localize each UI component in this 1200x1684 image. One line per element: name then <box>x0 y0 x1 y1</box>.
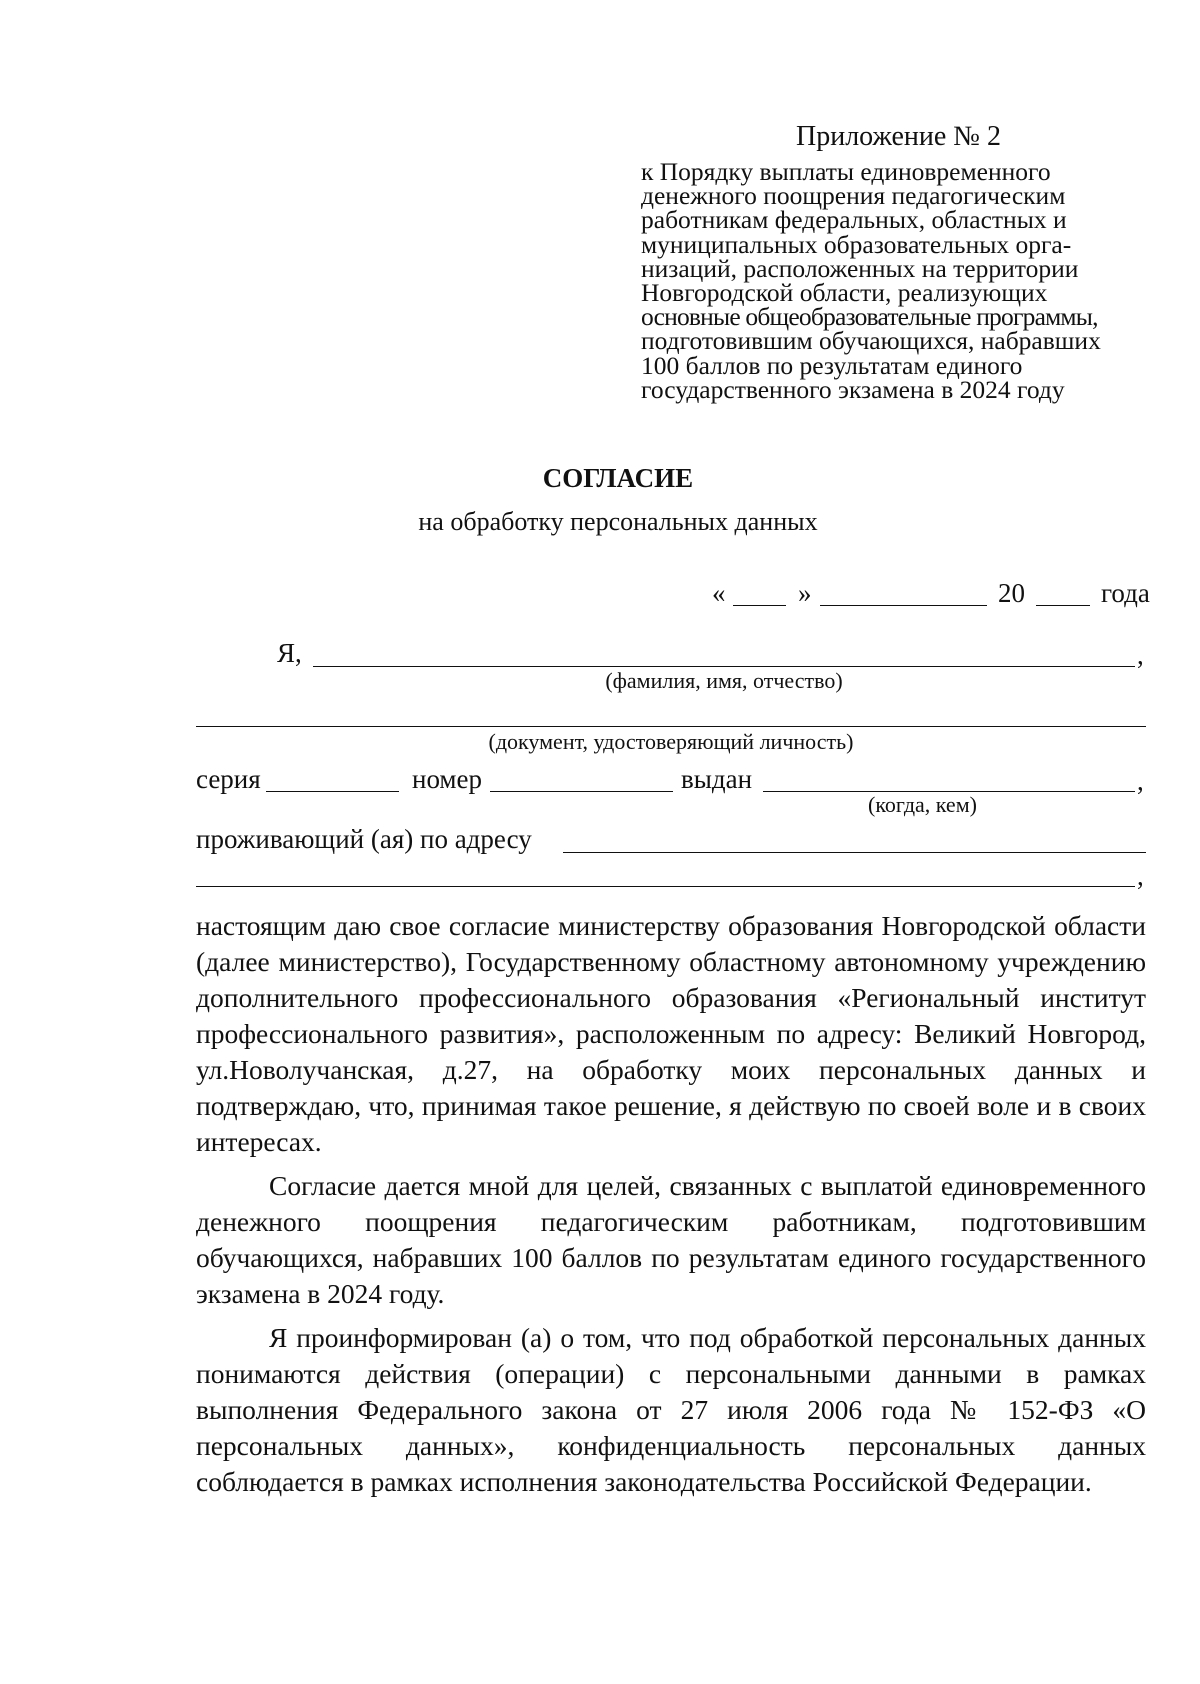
identity-document-caption: (документ, удостоверяющий личность) <box>488 729 854 754</box>
appendix-line: государственного экзамена в 2024 году <box>641 374 1065 404</box>
appendix-line: к Порядку выплаты единовременного <box>641 157 1051 186</box>
issued-caption: (когда, кем) <box>868 792 977 817</box>
appendix-title: Приложение № 2 <box>796 121 1001 152</box>
series-label: серия <box>196 764 261 794</box>
issued-label: выдан <box>681 764 753 794</box>
fio-field[interactable] <box>313 666 1135 667</box>
appendix-line: Новгородской области, реализующих <box>641 278 1048 308</box>
information-paragraph: Я проинформирован (а) о том, что под обработкой персональных данных понимаются действия (операции) с персональными данными в рамках выполнения Федерального закона от 27 июля 2006 года № 152-ФЗ «О персональных данных», конфиденциальность персональных данных соблюдается в рамках исполнения законодательства Российской Федерации. <box>196 1322 1146 1497</box>
address-field-line-2[interactable] <box>196 886 1135 887</box>
consent-paragraph: настоящим даю свое согласие министерству образования Новгородской области (далее министерство), Государственному областному автономному учреждению дополнительного профессионального образования «Региональный институт профессионального развития», расположенным по адресу: Великий Новгород, ул.Новолучанская, д.27, на обработку моих персональных данных и подтверждаю, что, принимая такое решение, я действую по своей воле и в своих интересах. <box>196 910 1146 1157</box>
i-label: Я, <box>277 638 302 668</box>
appendix-line: денежного поощрения педагогическим <box>641 181 1066 211</box>
appendix-line: низаций, расположенных на территории <box>641 253 1079 283</box>
appendix-line: основные общеобразовательные программы, <box>641 302 1098 332</box>
year-field[interactable] <box>1036 605 1090 606</box>
year-prefix: 20 <box>998 578 1025 608</box>
document-subtitle: на обработку персональных данных <box>418 507 818 536</box>
number-field[interactable] <box>490 791 673 792</box>
issued-comma: , <box>1137 766 1144 796</box>
address-comma: , <box>1137 861 1144 891</box>
address-field-line-1[interactable] <box>563 852 1146 853</box>
day-field[interactable] <box>733 605 786 606</box>
document-title: СОГЛАСИЕ <box>542 463 694 493</box>
date-close-quote: » <box>798 578 812 608</box>
appendix-line: работникам федеральных, областных и <box>641 205 1067 235</box>
year-suffix: года <box>1101 578 1150 608</box>
month-field[interactable] <box>820 605 987 606</box>
number-label: номер <box>412 764 483 794</box>
fio-comma: , <box>1137 640 1144 670</box>
consent-body <box>196 908 1146 1508</box>
appendix-reference <box>641 157 1101 404</box>
appendix-line: муниципальных образовательных орга- <box>641 229 1072 259</box>
appendix-line: подготовившим обучающихся, набравших <box>641 326 1101 356</box>
fio-caption: (фамилия, имя, отчество) <box>605 668 843 693</box>
appendix-line: 100 баллов по результатам единого <box>641 350 1023 380</box>
address-label: проживающий (ая) по адресу <box>196 824 532 854</box>
series-field[interactable] <box>266 791 399 792</box>
identity-document-field[interactable] <box>196 726 1146 727</box>
purpose-paragraph: Согласие дается мной для целей, связанных с выплатой единовременного денежного поощрения педагогическим работникам, подготовившим обучающихся, набравших 100 баллов по результатам единого государственного экзамена в 2024 году. <box>196 1170 1146 1309</box>
date-open-quote: « <box>712 578 726 608</box>
